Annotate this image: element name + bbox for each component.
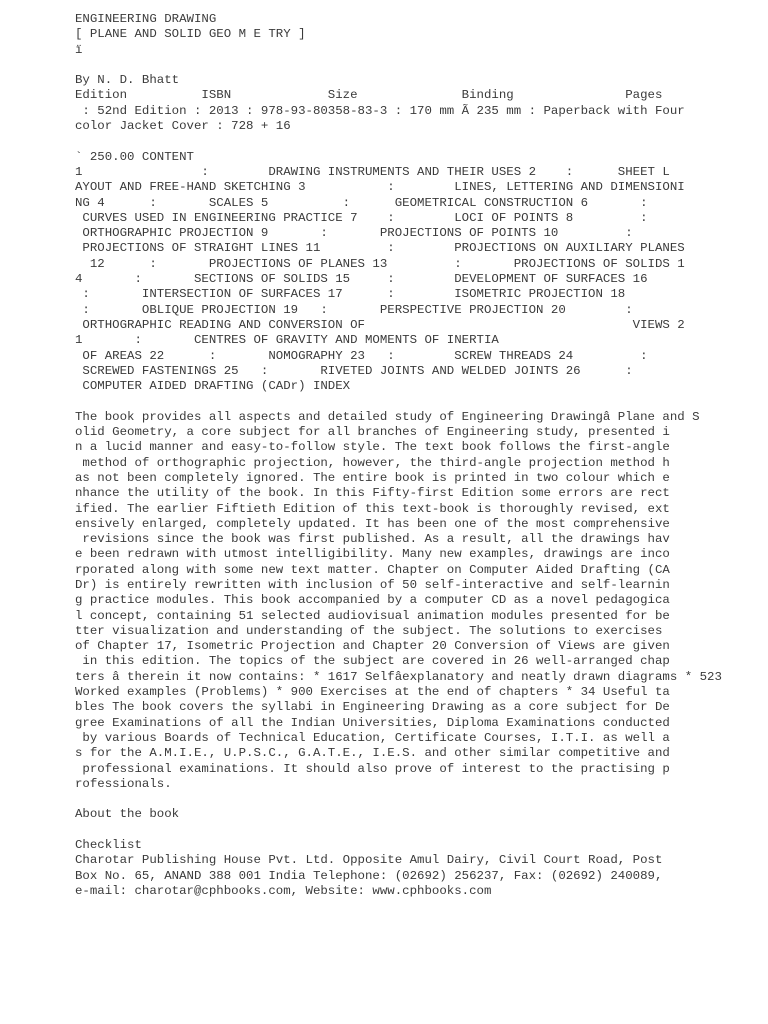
contents-line: 1 : CENTRES OF GRAVITY AND MOMENTS OF INERTIA <box>75 333 499 348</box>
header-block <box>75 12 765 58</box>
description-line: in this edition. The topics of the subject are covered in 26 well-arranged chap <box>75 654 670 669</box>
description-line: tter visualization and understanding of the subject. The solutions to exercises <box>75 623 663 638</box>
publisher-line: Charotar Publishing House Pvt. Ltd. Opposite Amul Dairy, Civil Court Road, Post <box>75 853 663 868</box>
contents-line: 1 : DRAWING INSTRUMENTS AND THEIR USES 2 : SHEET L <box>75 164 670 179</box>
description-line: ified. The earlier Fiftieth Edition of this text-book is thoroughly revised, ext <box>75 501 670 516</box>
contents-line: CURVES USED IN ENGINEERING PRACTICE 7 : LOCI OF POINTS 8 : <box>75 210 648 225</box>
contents-line: ` 250.00 CONTENT <box>75 149 194 164</box>
description-line: rofessionals. <box>75 776 172 791</box>
contents-line: ORTHOGRAPHIC READING AND CONVERSION OF VIEWS 2 <box>75 317 685 332</box>
meta-value-row-cont: color Jacket Cover : 728 + 16 <box>75 119 291 134</box>
description-line: Worked examples (Problems) * 900 Exercises at the end of chapters * 34 Useful ta <box>75 685 670 700</box>
description-line: of Chapter 17, Isometric Projection and Chapter 20 Conversion of Views are given <box>75 639 670 654</box>
description-line: l concept, containing 51 selected audiovisual animation modules presented for be <box>75 608 670 623</box>
description-line: n a lucid manner and easy-to-follow style. The text book follows the first-angle <box>75 440 670 455</box>
contents-line: SCREWED FASTENINGS 25 : RIVETED JOINTS AND WELDED JOINTS 26 : <box>75 363 633 378</box>
contents-line: COMPUTER AIDED DRAFTING (CADr) INDEX <box>75 379 351 394</box>
description-line: olid Geometry, a core subject for all branches of Engineering study, presented i <box>75 425 670 440</box>
description-line: bles The book covers the syllabi in Engineering Drawing as a core subject for De <box>75 700 670 715</box>
about-heading: About the book <box>75 807 180 822</box>
document-page <box>75 12 765 899</box>
description-block <box>75 410 765 792</box>
description-line: gree Examinations of all the Indian Universities, Diploma Examinations conducted <box>75 715 670 730</box>
contents-line: AYOUT AND FREE-HAND SKETCHING 3 : LINES, LETTERING AND DIMENSIONI <box>75 180 685 195</box>
description-line: The book provides all aspects and detailed study of Engineering Drawingâ Plane and S <box>75 409 700 424</box>
contents-line: 4 : SECTIONS OF SOLIDS 15 : DEVELOPMENT OF SURFACES 16 <box>75 272 648 287</box>
description-line: s for the A.M.I.E., U.P.S.C., G.A.T.E., I.E.S. and other similar competitive and <box>75 746 670 761</box>
stray-glyph: ï <box>75 42 83 57</box>
contents-line: PROJECTIONS OF STRAIGHT LINES 11 : PROJECTIONS ON AUXILIARY PLANES <box>75 241 685 256</box>
description-line: ters â therein it now contains: * 1617 Selfâexplanatory and neatly drawn diagrams * 523 <box>75 669 722 684</box>
description-line: e been redrawn with utmost intelligibility. Many new examples, drawings are inco <box>75 547 670 562</box>
description-line: method of orthographic projection, however, the third-angle projection method h <box>75 455 670 470</box>
author-line: By N. D. Bhatt <box>75 73 180 88</box>
description-line: as not been completely ignored. The entire book is printed in two colour which e <box>75 470 670 485</box>
description-line: nhance the utility of the book. In this Fifty-first Edition some errors are rect <box>75 486 670 501</box>
description-line: rporated along with some new text matter. Chapter on Computer Aided Drafting (CA <box>75 562 670 577</box>
contents-line: OF AREAS 22 : NOMOGRAPHY 23 : SCREW THREADS 24 : <box>75 348 648 363</box>
book-subtitle: [ PLANE AND SOLID GEO M E TRY ] <box>75 27 306 42</box>
contents-line: NG 4 : SCALES 5 : GEOMETRICAL CONSTRUCTION 6 : <box>75 195 648 210</box>
description-line: revisions since the book was first published. As a result, all the drawings hav <box>75 532 670 547</box>
publisher-line: Box No. 65, ANAND 388 001 India Telephone: (02692) 256237, Fax: (02692) 240089, <box>75 868 663 883</box>
publisher-block <box>75 853 765 899</box>
contents-line: ORTHOGRAPHIC PROJECTION 9 : PROJECTIONS OF POINTS 10 : <box>75 226 633 241</box>
meta-value-row: : 52nd Edition : 2013 : 978-93-80358-83-3 : 170 mm Ã 235 mm : Paperback with Four <box>75 103 685 118</box>
contents-block <box>75 150 765 395</box>
description-line: g practice modules. This book accompanied by a computer CD as a novel pedagogica <box>75 593 670 608</box>
contents-line: : INTERSECTION OF SURFACES 17 : ISOMETRIC PROJECTION 18 <box>75 287 626 302</box>
publisher-contact-line: e-mail: charotar@cphbooks.com, Website: www.cphbooks.com <box>75 883 492 898</box>
contents-line: : OBLIQUE PROJECTION 19 : PERSPECTIVE PROJECTION 20 : <box>75 302 633 317</box>
description-line: Dr) is entirely rewritten with inclusion of 50 self-interactive and self-learnin <box>75 577 670 592</box>
book-title: ENGINEERING DRAWING <box>75 12 217 26</box>
meta-header-row: Edition ISBN Size Binding Pages <box>75 88 663 103</box>
checklist-heading: Checklist <box>75 838 142 853</box>
meta-block <box>75 73 765 134</box>
contents-line: 12 : PROJECTIONS OF PLANES 13 : PROJECTIONS OF SOLIDS 1 <box>75 256 685 271</box>
description-line: by various Boards of Technical Education, Certificate Courses, I.T.I. as well a <box>75 730 670 745</box>
description-line: ensively enlarged, completely updated. It has been one of the most comprehensive <box>75 516 670 531</box>
description-line: professional examinations. It should also prove of interest to the practising p <box>75 761 670 776</box>
